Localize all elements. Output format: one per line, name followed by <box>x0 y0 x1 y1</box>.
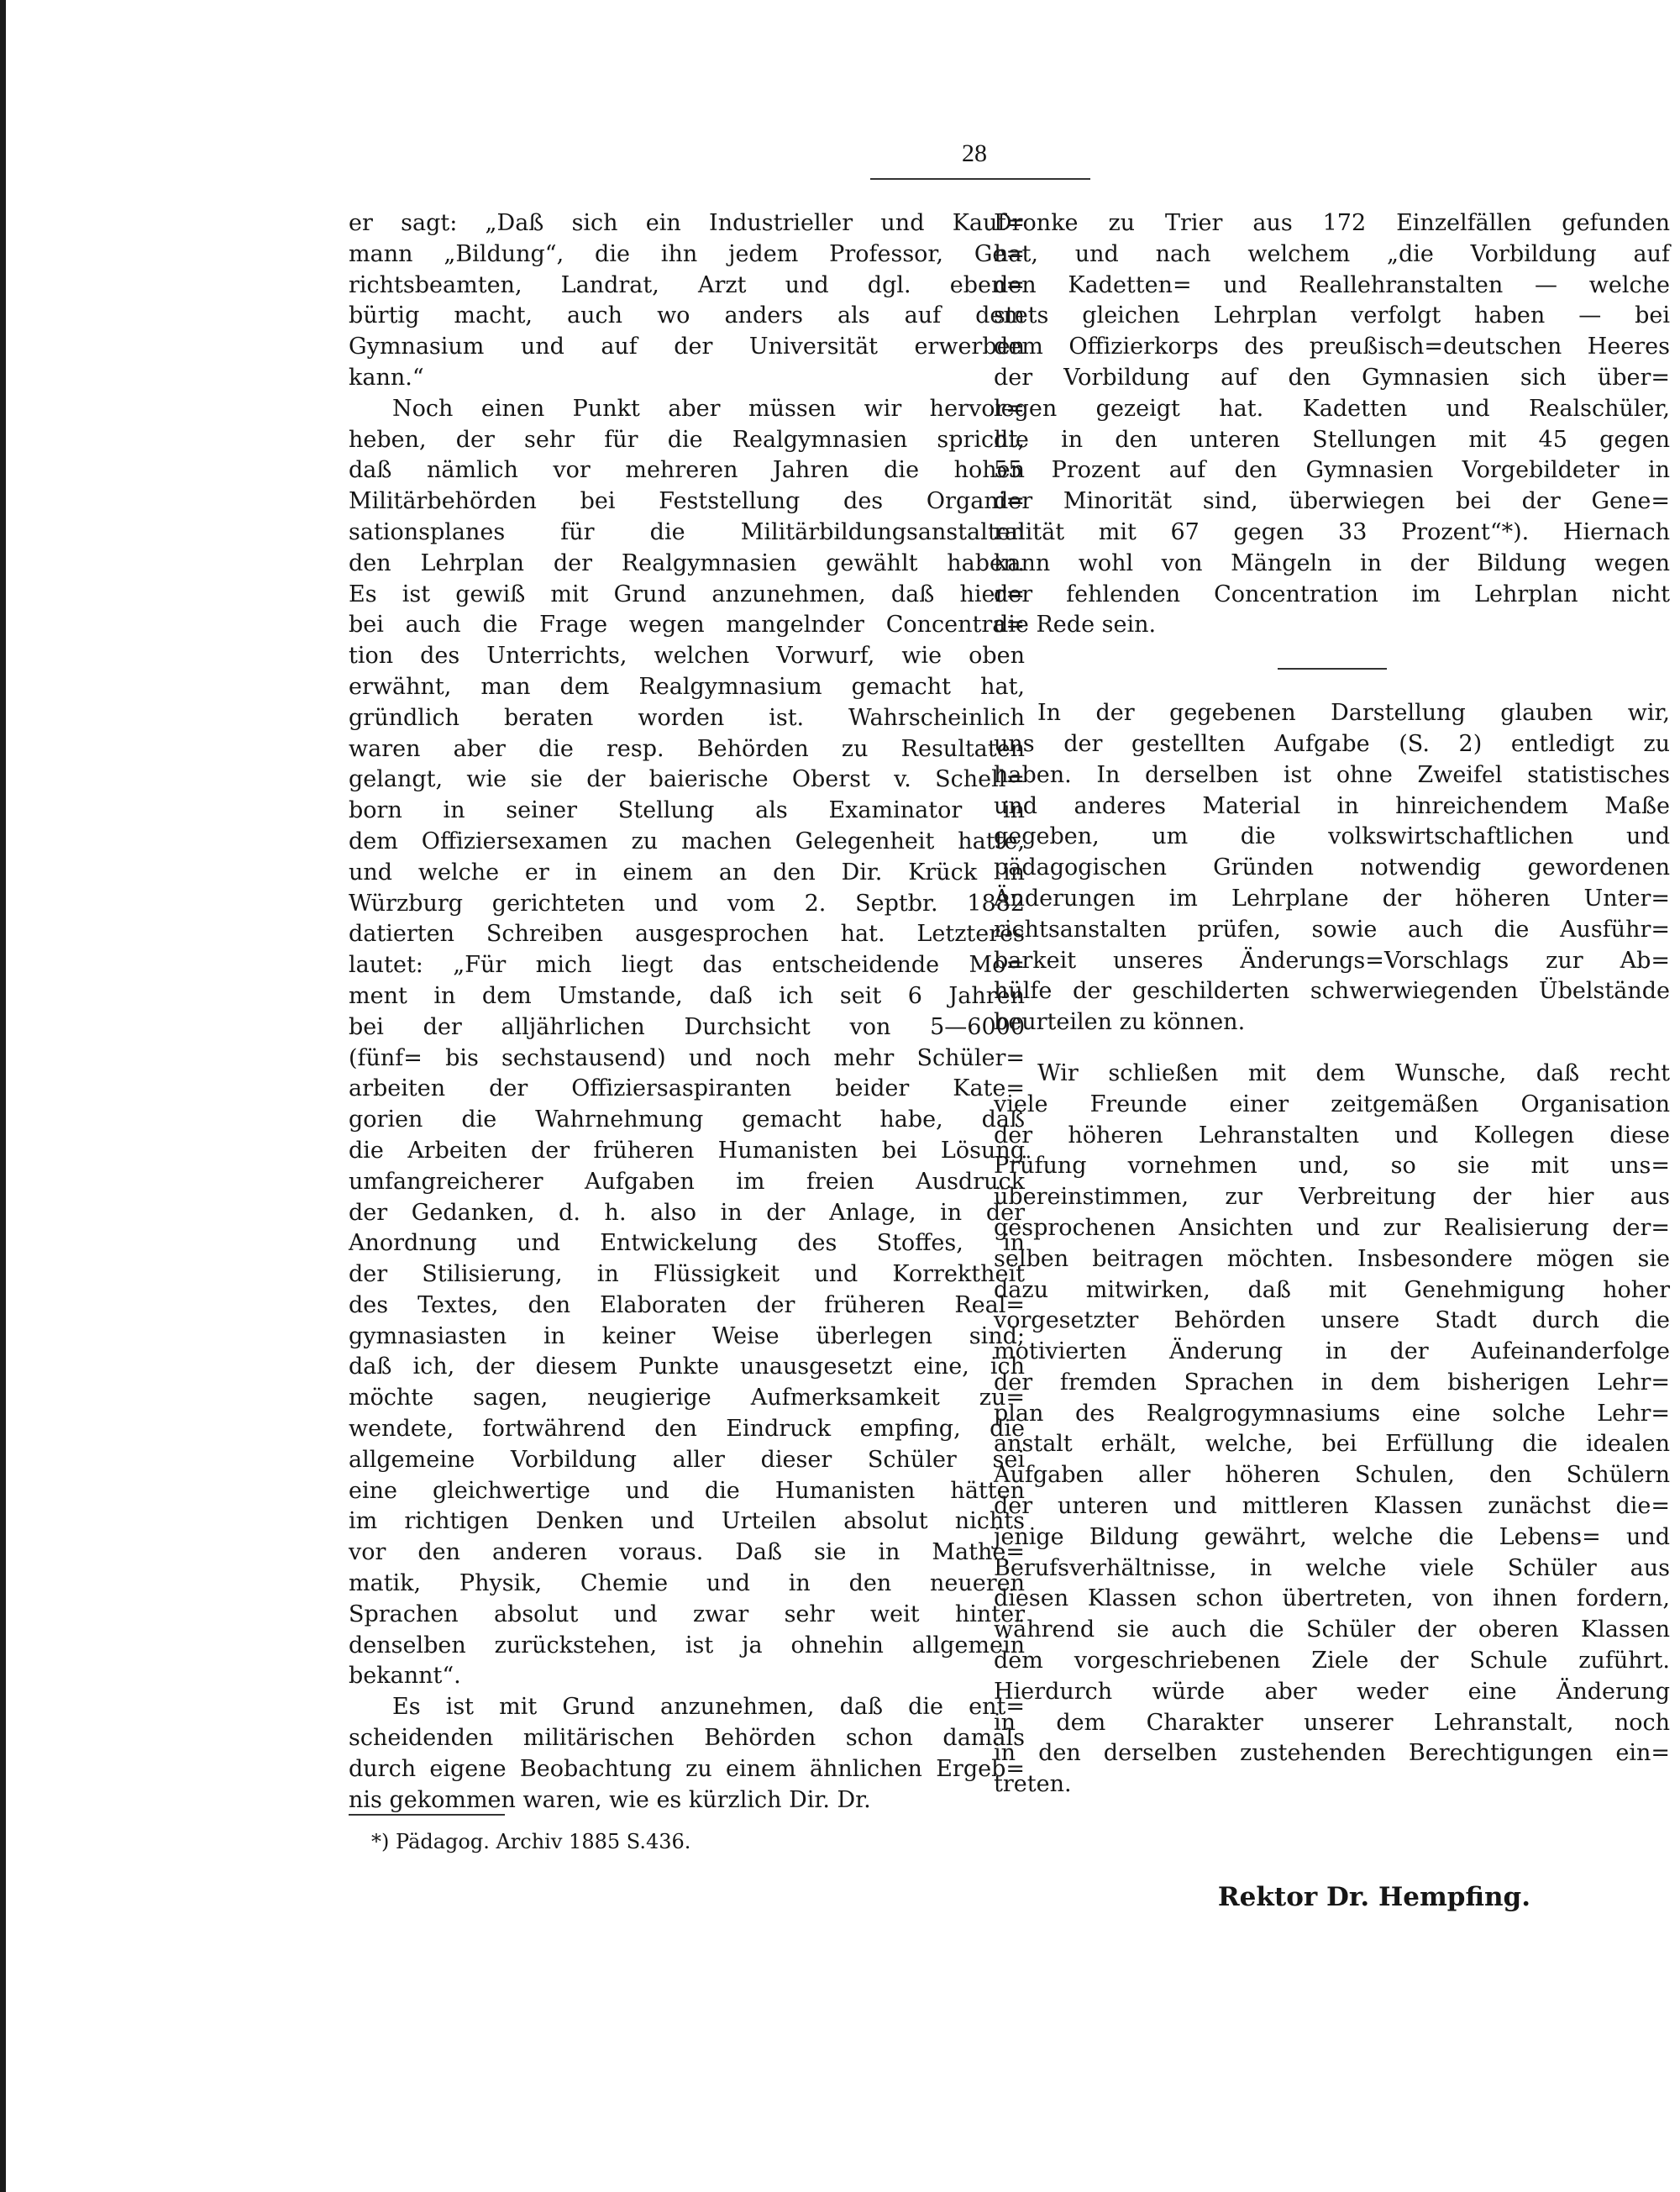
text-line: Prüfung vornehmen und, so sie mit uns= <box>994 1153 1670 1180</box>
header-rule <box>870 178 1090 180</box>
text-line: die Arbeiten der früheren Humanisten bei Lösung <box>349 1137 1025 1164</box>
text-line: gründlich beraten worden ist. Wahrscheinlich <box>349 704 1025 731</box>
section-separator <box>1278 668 1387 670</box>
text-line: bekannt“. <box>349 1663 461 1690</box>
text-line: matik, Physik, Chemie und in den neueren <box>349 1570 1025 1597</box>
text-line: den Kadetten= und Reallehranstalten — welche <box>994 271 1670 298</box>
text-line: der Stilisierung, in Flüssigkeit und Korrektheit <box>349 1261 1025 1288</box>
text-line: plan des Realgrogymnasiums eine solche Lehr= <box>994 1400 1670 1427</box>
footnote-rule <box>349 1814 505 1816</box>
text-line: Dronke zu Trier aus 172 Einzelfällen gefunden <box>994 210 1670 236</box>
text-line: gorien die Wahrnehmung gemacht habe, daß <box>349 1107 1025 1133</box>
text-line: gegeben, um die volkswirtschaftlichen und <box>994 823 1670 850</box>
text-line: scheidenden militärischen Behörden schon damals <box>349 1725 1025 1752</box>
right-column-paragraph <box>994 1059 1670 1800</box>
text-line: haben. In derselben ist ohne Zweifel statistisches <box>994 761 1670 788</box>
text-line: allgemeine Vorbildung aller dieser Schüler sei <box>349 1446 1025 1473</box>
text-line: dem Offizierkorps des preußisch=deutschen Heeres <box>994 334 1670 360</box>
text-line: Militärbehörden bei Feststellung des Organi= <box>349 488 1025 515</box>
text-line: born in seiner Stellung als Examinator in <box>349 797 1025 824</box>
text-line: während sie auch die Schüler der oberen Klassen <box>994 1616 1670 1643</box>
text-line: treten. <box>994 1771 1072 1798</box>
text-line: denselben zurückstehen, ist ja ohnehin allgemein <box>349 1632 1025 1658</box>
text-line: der unteren und mittleren Klassen zunächst die= <box>994 1493 1670 1520</box>
text-line: legen gezeigt hat. Kadetten und Realschüler, <box>994 395 1670 422</box>
text-line: Würzburg gerichteten und vom 2. Septbr. 1882 <box>349 890 1025 917</box>
text-line: hat, und nach welchem „die Vorbildung auf <box>994 240 1670 267</box>
text-line: motivierten Änderung in der Aufeinanderfolge <box>994 1338 1670 1365</box>
text-line: dem Offiziersexamen zu machen Gelegenheit hatte, <box>349 828 1025 854</box>
text-line: der Vorbildung auf den Gymnasien sich über= <box>994 364 1670 391</box>
text-line: jenige Bildung gewährt, welche die Lebens= und <box>994 1523 1670 1550</box>
text-line: die in den unteren Stellungen mit 45 gegen <box>994 426 1670 453</box>
text-line: nis gekommen waren, wie es kürzlich Dir. Dr. <box>349 1786 871 1813</box>
text-line: Hierdurch würde aber weder eine Änderung <box>994 1678 1670 1705</box>
text-line: lautet: „Für mich liegt das entscheidende Mo= <box>349 952 1025 979</box>
text-line: sationsplanes für die Militärbildungsanstalten <box>349 518 1025 545</box>
text-line: den Lehrplan der Realgymnasien gewählt haben. <box>349 549 1025 576</box>
text-line: Wir schließen mit dem Wunsche, daß recht <box>1037 1059 1670 1086</box>
text-line: gesprochenen Ansichten und zur Realisierung der= <box>994 1214 1670 1241</box>
text-line: anstalt erhält, welche, bei Erfüllung die idealen <box>994 1431 1670 1458</box>
text-line: diesen Klassen schon übertreten, von ihnen fordern, <box>994 1585 1670 1612</box>
text-line: barkeit unseres Änderungs=Vorschlags zur Ab= <box>994 947 1670 974</box>
text-line: möchte sagen, neugierige Aufmerksamkeit zu= <box>349 1385 1025 1411</box>
text-line: der höheren Lehranstalten und Kollegen diese <box>994 1122 1670 1149</box>
text-line: umfangreicherer Aufgaben im freien Ausdruck <box>349 1168 1025 1195</box>
text-line: bei auch die Frage wegen mangelnder Concentra= <box>349 612 1025 639</box>
text-line: tion des Unterrichts, welchen Vorwurf, wie oben <box>349 643 1025 670</box>
text-line: Anordnung und Entwickelung des Stoffes, in <box>349 1230 1025 1257</box>
right-column-paragraph <box>994 208 1670 641</box>
text-line: hülfe der geschilderten schwerwiegenden Übelstände <box>994 978 1670 1005</box>
text-line: arbeiten der Offiziersaspiranten beider Kate= <box>349 1075 1025 1102</box>
text-line: richtsanstalten prüfen, sowie auch die Ausführ= <box>994 916 1670 943</box>
text-line: wendete, fortwährend den Eindruck empfing, die <box>349 1416 1025 1443</box>
text-line: selben beitragen möchten. Insbesondere mögen sie <box>994 1245 1670 1272</box>
text-line: Es ist gewiß mit Grund anzunehmen, daß hier= <box>349 581 1025 607</box>
left-column <box>349 208 1025 1816</box>
text-line: daß ich, der diesem Punkte unausgesetzt eine, ich <box>349 1354 1025 1380</box>
text-line: bei der alljährlichen Durchsicht von 5—6000 <box>349 1013 1025 1040</box>
text-line: Sprachen absolut und zwar sehr weit hinter <box>349 1601 1025 1627</box>
text-line: die Rede sein. <box>994 612 1157 639</box>
text-line: gymnasiasten in keiner Weise überlegen sind; <box>349 1322 1025 1349</box>
text-line: (fünf= bis sechstausend) und noch mehr Schüler= <box>349 1044 1025 1071</box>
text-line: ralität mit 67 gegen 33 Prozent“*). Hiernach <box>994 518 1670 545</box>
text-line: pädagogischen Gründen notwendig gewordenen <box>994 854 1670 881</box>
text-line: kann wohl von Mängeln in der Bildung wegen <box>994 549 1670 576</box>
text-line: In der gegebenen Darstellung glauben wir, <box>1037 700 1670 727</box>
page-number: 28 <box>962 139 987 167</box>
signature: Rektor Dr. Hempfing. <box>1217 1882 1530 1912</box>
text-line: datierten Schreiben ausgesprochen hat. Letzteres <box>349 921 1025 948</box>
text-line: der Minorität sind, überwiegen bei der Gene= <box>994 488 1670 515</box>
text-line: mann „Bildung“, die ihn jedem Professor, Ge= <box>349 240 1025 267</box>
text-line: stets gleichen Lehrplan verfolgt haben — bei <box>994 302 1670 329</box>
text-line: dazu mitwirken, daß mit Genehmigung hoher <box>994 1276 1670 1303</box>
text-line: beurteilen zu können. <box>994 1009 1246 1036</box>
text-line: Aufgaben aller höheren Schulen, den Schülern <box>994 1462 1670 1489</box>
text-line: ment in dem Umstande, daß ich seit 6 Jahren <box>349 982 1025 1009</box>
text-line: durch eigene Beobachtung zu einem ähnlichen Ergeb= <box>349 1755 1025 1782</box>
text-line: im richtigen Denken und Urteilen absolut nichts <box>349 1508 1025 1535</box>
text-line: Noch einen Punkt aber müssen wir hervor= <box>392 395 1025 422</box>
text-line: uns der gestellten Aufgabe (S. 2) entledigt zu <box>994 730 1670 757</box>
text-line: dem vorgeschriebenen Ziele der Schule zuführt. <box>994 1648 1670 1674</box>
text-line: Es ist mit Grund anzunehmen, daß die ent= <box>392 1694 1025 1721</box>
text-line: viele Freunde einer zeitgemäßen Organisation <box>994 1091 1670 1117</box>
text-line: übereinstimmen, zur Verbreitung der hier aus <box>994 1184 1670 1211</box>
text-line: vor den anderen voraus. Daß sie in Mathe= <box>349 1539 1025 1566</box>
right-column <box>994 208 1670 1800</box>
text-line: des Textes, den Elaboraten der früheren Real= <box>349 1291 1025 1318</box>
text-line: waren aber die resp. Behörden zu Resultaten <box>349 735 1025 762</box>
footnote: *) Pädagog. Archiv 1885 S.436. <box>371 1830 691 1853</box>
text-line: der fremden Sprachen in dem bisherigen Lehr= <box>994 1369 1670 1396</box>
paragraph-gap <box>994 1038 1670 1059</box>
text-line: erwähnt, man dem Realgymnasium gemacht hat, <box>349 673 1025 700</box>
text-line: der fehlenden Concentration im Lehrplan nicht <box>994 581 1670 607</box>
text-line: Berufsverhältnisse, in welche viele Schüler aus <box>994 1554 1670 1581</box>
text-line: eine gleichwertige und die Humanisten hätten <box>349 1477 1025 1504</box>
scan-edge-shadow <box>0 0 6 2192</box>
text-line: 55 Prozent auf den Gymnasien Vorgebildeter in <box>994 457 1670 484</box>
text-line: Gymnasium und auf der Universität erwerben <box>349 334 1025 360</box>
text-line: in dem Charakter unserer Lehranstalt, noch <box>994 1709 1670 1736</box>
text-line: gelangt, wie sie der baierische Oberst v. Schell= <box>349 766 1025 793</box>
text-line: in den derselben zustehenden Berechtigungen ein= <box>994 1740 1670 1767</box>
text-line: kann.“ <box>349 364 424 391</box>
text-line: richtsbeamten, Landrat, Arzt und dgl. eben= <box>349 271 1025 298</box>
text-line: und anderes Material in hinreichendem Maße <box>994 792 1670 819</box>
text-line: bürtig macht, auch wo anders als auf dem <box>349 302 1025 329</box>
text-line: und welche er in einem an den Dir. Krück in <box>349 859 1025 886</box>
text-line: daß nämlich vor mehreren Jahren die hohen <box>349 457 1025 484</box>
text-line: heben, der sehr für die Realgymnasien spricht, <box>349 426 1025 453</box>
text-line: der Gedanken, d. h. also in der Anlage, in der <box>349 1199 1025 1226</box>
text-line: Änderungen im Lehrplane der höheren Unter= <box>994 885 1670 912</box>
text-line: er sagt: „Daß sich ein Industrieller und Kauf= <box>349 210 1025 236</box>
text-line: vorgesetzter Behörden unsere Stadt durch die <box>994 1307 1670 1334</box>
right-column-paragraph <box>994 698 1670 1038</box>
